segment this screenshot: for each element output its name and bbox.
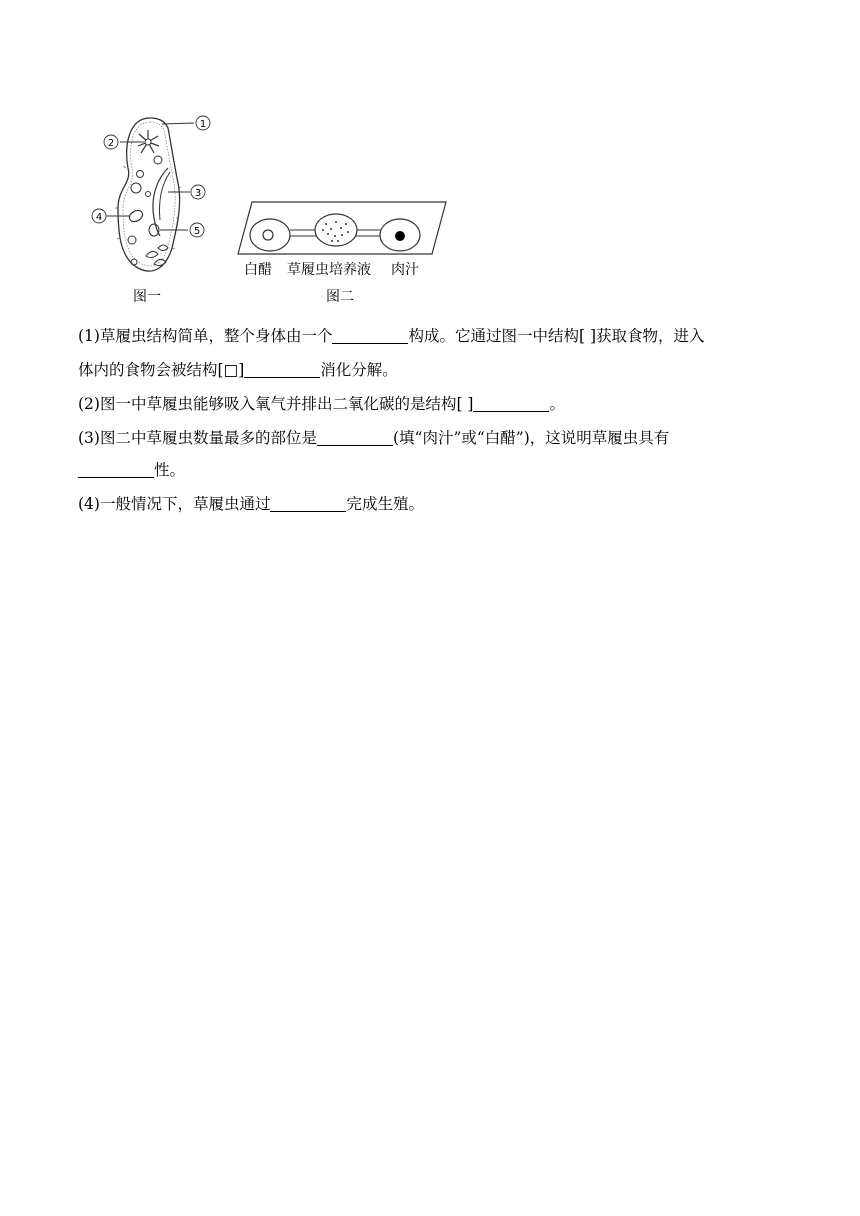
question-3-line-1 <box>78 428 669 448</box>
q3-text-a: (3)图二中草履虫数量最多的部位是 <box>78 429 317 447</box>
answer-blank-q3-b[interactable] <box>78 462 154 478</box>
question-3-line-2 <box>78 460 185 480</box>
answer-blank-q2[interactable] <box>473 396 549 412</box>
question-1-line-1 <box>78 326 705 346</box>
question-2 <box>78 394 565 414</box>
q1-text-c: 体内的食物会被结构[□] <box>78 361 245 379</box>
answer-blank-q1-b[interactable] <box>244 362 320 378</box>
q1-text-d: 消化分解。 <box>320 361 398 379</box>
q4-text-a: (4)一般情况下，草履虫通过 <box>78 495 271 513</box>
slide-label-broth: 肉汁 <box>391 262 419 278</box>
label-5: 5 <box>193 226 201 237</box>
slide-label-culture: 草履虫培养液 <box>287 262 371 278</box>
figure-slide <box>236 198 448 258</box>
label-1: 1 <box>199 119 207 130</box>
slide-label-vinegar: 白醋 <box>244 262 272 278</box>
q2-text-b: 。 <box>549 395 565 413</box>
question-1-line-2 <box>78 360 398 380</box>
label-3: 3 <box>194 188 202 199</box>
q1-text-b: 构成。它通过图一中结构[ ]获取食物，进入 <box>408 327 705 345</box>
figure-paramecium <box>88 108 218 278</box>
answer-blank-q4[interactable] <box>270 496 346 512</box>
q2-text-a: (2)图一中草履虫能够吸入氧气并排出二氧化碳的是结构[ ] <box>78 395 474 413</box>
q4-text-b: 完成生殖。 <box>346 495 424 513</box>
q3-text-c: 性。 <box>154 461 186 479</box>
figure1-caption: 图一 <box>133 289 161 305</box>
answer-blank-q1-a[interactable] <box>332 328 408 344</box>
paramecium-drawing <box>88 108 218 278</box>
figure2-caption: 图二 <box>326 289 354 305</box>
question-4 <box>78 494 424 514</box>
q1-text-a: (1)草履虫结构简单，整个身体由一个 <box>78 327 333 345</box>
slide-drawing <box>236 198 448 258</box>
label-2: 2 <box>107 138 115 149</box>
answer-blank-q3-a[interactable] <box>317 430 393 446</box>
label-4: 4 <box>95 212 103 223</box>
q3-text-b: (填“肉汁”或“白醋”)，这说明草履虫具有 <box>392 429 670 447</box>
